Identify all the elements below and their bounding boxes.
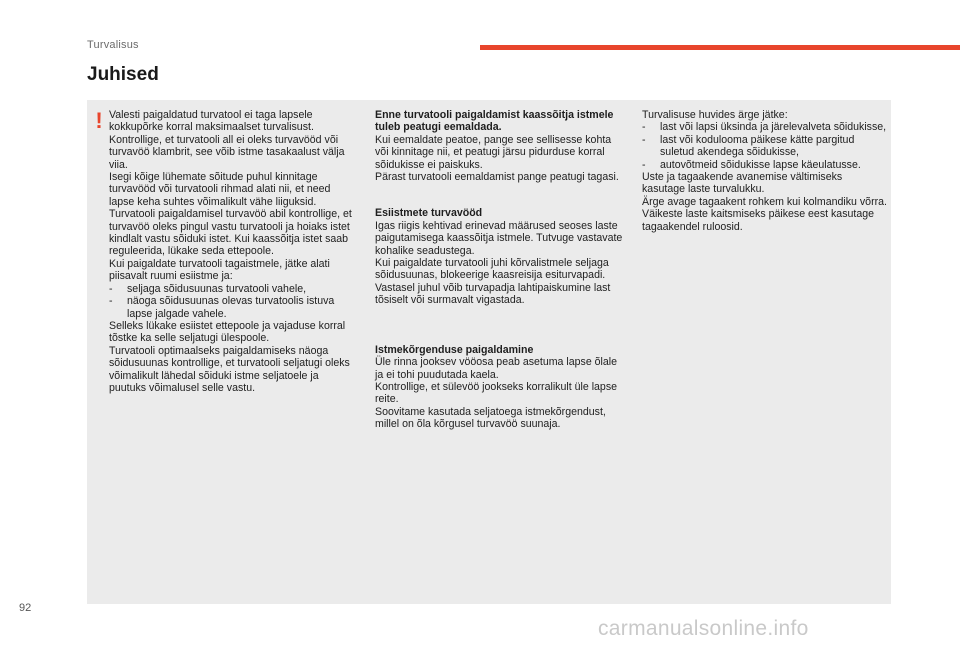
paragraph: Isegi kõige lühemate sõitude puhul kinnitage turvavööd või turvatooli rihmad alati nii, et need lapse keha suhtes võimalikult vähe liiguksid.	[109, 171, 331, 208]
watermark: carmanualsonline.info	[598, 617, 809, 640]
paragraph: Üle rinna jooksev vööosa peab asetuma lapse õlale ja ei tohi puudutada kaela.	[375, 356, 618, 381]
paragraph: Valesti paigaldatud turvatool ei taga lapsele kokkupõrke korral maksimaalset turvalisust.	[109, 109, 314, 134]
dash-list	[109, 283, 357, 320]
list-item: - seljaga sõidusuunas turvatooli vahele,	[109, 283, 357, 295]
list-item: - näoga sõidusuunas olevas turvatoolis istuva lapse jalgade vahele.	[109, 295, 357, 320]
paragraph: Turvatooli optimaalseks paigaldamiseks näoga sõidusuunas kontrollige, et turvatooli seljatugi oleks võimalikult lähedal sõiduki istme seljatoele ja puutuks võimalusel selle vastu.	[109, 344, 350, 394]
column-safety-advice	[642, 109, 888, 233]
paragraph: Uste ja tagaakende avanemise vältimiseks kasutage laste turvalukku.	[642, 171, 843, 196]
column-child-seat-installation	[109, 109, 357, 394]
paragraph: Kui paigaldate turvatooli juhi kõrvalistmele seljaga sõidusuunas, blokeerige kaasreisija esiturvapadi.	[375, 257, 609, 282]
front-seatbelts-heading: Esiistmete turvavööd	[375, 207, 483, 220]
paragraph: Turvatooli paigaldamisel turvavöö abil kontrollige, et turvavöö oleks pingul vastu turvatooli ja hoiaks istet kindlalt vastu sõiduki istet. Kui kaassõitja istet saab reguleerida, lükake seda ettepoole.	[109, 208, 352, 258]
section-label: Turvalisus	[87, 39, 139, 51]
booster-seat-heading: Istmekõrgenduse paigaldamine	[375, 343, 534, 356]
paragraph: Selleks lükake esiistet ettepoole ja vajaduse korral tõstke ka selle seljatugi ülespoole.	[109, 319, 346, 345]
exclamation-warning-icon: !	[95, 108, 103, 133]
paragraph: Soovitame kasutada seljatoega istmekõrgendust, millel on õla kõrgusel turvavöö suunaja.	[375, 405, 606, 431]
paragraph: Kui eemaldate peatoe, pange see sellisesse kohta või kinnitage nii, et peatugi järsu pidurduse korral sõidukisse ei paiskuks.	[375, 133, 612, 171]
paragraph: Igas riigis kehtivad erinevad määrused seoses laste paigutamisega kaassõitja istmele. Tutvuge vastavate kohalike seadustega.	[375, 219, 623, 257]
list-item: - last või lapsi üksinda ja järelevalveta sõidukisse,	[642, 121, 888, 133]
page-number: 92	[19, 602, 32, 614]
list-item: - autovõtmeid sõidukisse lapse käeulatusse.	[642, 159, 888, 171]
column-headrest-seatbelts-booster	[375, 109, 625, 431]
paragraph: Pärast turvatooli eemaldamist pange peatugi tagasi.	[375, 171, 619, 184]
paragraph: Kontrollige, et sülevöö jookseks korralikult üle lapse reite.	[375, 380, 618, 406]
headrest-heading: Enne turvatooli paigaldamist kaassõitja istmele tuleb peatugi eemaldada.	[375, 109, 614, 134]
page-title: Juhised	[87, 64, 159, 85]
header-accent-bar	[480, 45, 960, 50]
dash-list	[642, 121, 888, 171]
list-item: - last või kodulooma päikese kätte pargitud suletud akendega sõidukisse,	[642, 134, 888, 159]
paragraph: Turvalisuse huvides ärge jätke:	[642, 109, 788, 121]
paragraph: Kui paigaldate turvatooli tagaistmele, jätke alati piisavalt ruumi esiistme ja:	[109, 257, 330, 283]
paragraph: Väikeste laste kaitsmiseks päikese eest kasutage tagaakendel ruloosid.	[642, 208, 875, 233]
paragraph: Vastasel juhul võib turvapadja lahtipaiskumine last tõsiselt või surmavalt vigastada.	[375, 281, 611, 307]
paragraph: Ärge avage tagaakent rohkem kui kolmandiku võrra.	[642, 195, 887, 208]
paragraph: Kontrollige, et turvatooli all ei oleks turvavööd või turvavöö klambrit, see võib istme tasakaalust välja viia.	[109, 133, 345, 171]
